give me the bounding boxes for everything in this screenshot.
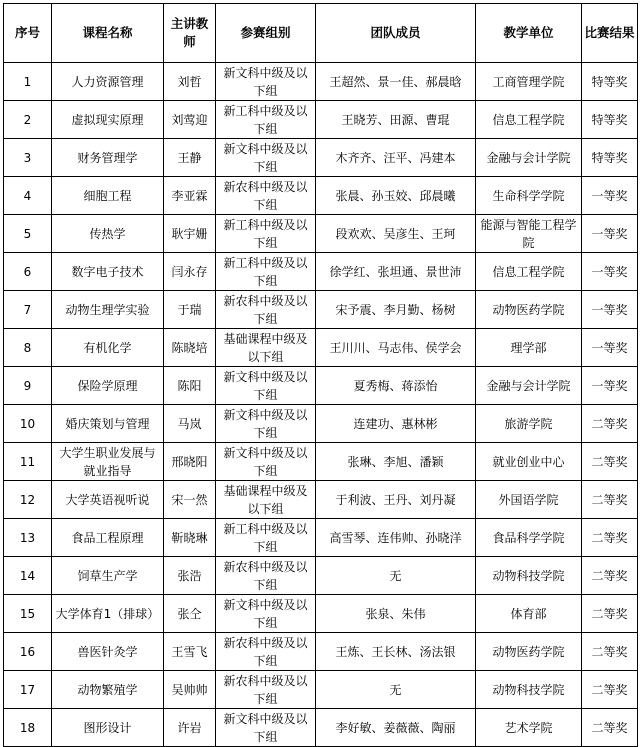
cell-result-text: 二等奖 [591,682,628,697]
cell-no-text: 14 [19,568,36,583]
cell-course [52,671,164,709]
header-result: 比赛结果 [582,4,638,63]
cell-result-text: 一等奖 [591,264,628,279]
cell-teacher-text: 马岚 [177,416,202,431]
cell-members-text: 宋予震、李月勤、杨树 [335,302,456,317]
table-row [4,443,638,481]
cell-result [582,367,638,405]
table-row [4,291,638,329]
cell-result [582,633,638,671]
cell-course [52,63,164,101]
cell-teacher [164,481,216,519]
cell-group [216,177,316,215]
cell-members [316,481,476,519]
cell-no [4,443,52,481]
cell-no [4,139,52,177]
cell-unit [476,443,582,481]
cell-no [4,633,52,671]
cell-unit-text: 体育部 [510,606,547,621]
cell-teacher [164,367,216,405]
table-row [4,101,638,139]
cell-group-text: 新农科中级及以下组 [223,635,308,668]
cell-unit-text: 信息工程学院 [492,264,565,279]
cell-group-text: 新文科中级及以下组 [223,407,308,440]
cell-course-text: 人力资源管理 [71,74,144,89]
cell-result-text: 二等奖 [591,568,628,583]
cell-unit [476,291,582,329]
cell-course [52,291,164,329]
cell-no-text: 16 [19,644,36,659]
cell-result-text: 二等奖 [591,492,628,507]
cell-group [216,101,316,139]
cell-unit-text: 理学部 [510,340,547,355]
cell-course-text: 图形设计 [83,720,132,735]
cell-no [4,177,52,215]
header-row [4,4,638,63]
cell-group [216,215,316,253]
cell-teacher-text: 吴帅帅 [171,682,208,697]
cell-members [316,595,476,633]
cell-group-text: 新工科中级及以下组 [223,103,308,136]
cell-course-text: 保险学原理 [77,378,138,393]
cell-unit-text: 食品科学学院 [492,530,565,545]
cell-course [52,481,164,519]
cell-result [582,329,638,367]
cell-members-text: 连建功、惠林彬 [353,416,438,431]
cell-members [316,443,476,481]
cell-teacher [164,215,216,253]
cell-no-text: 5 [23,226,32,241]
table-body [4,63,638,747]
header-group: 参赛组别 [216,4,316,63]
cell-result [582,405,638,443]
cell-no [4,253,52,291]
cell-group-text: 基础课程中级及以下组 [223,483,308,516]
cell-no-text: 6 [23,264,32,279]
cell-group-text: 新文科中级及以下组 [223,369,308,402]
cell-result-text: 一等奖 [591,378,628,393]
cell-unit [476,101,582,139]
cell-teacher [164,519,216,557]
cell-unit-text: 就业创业中心 [492,454,565,469]
table-row [4,215,638,253]
cell-unit [476,177,582,215]
cell-members-text: 王川川、马志伟、侯学会 [329,340,462,355]
cell-teacher [164,405,216,443]
cell-result [582,215,638,253]
cell-no-text: 11 [19,454,36,469]
cell-course-text: 大学英语视听说 [65,492,150,507]
cell-no [4,671,52,709]
cell-teacher [164,291,216,329]
cell-no [4,595,52,633]
table-row [4,595,638,633]
cell-no [4,481,52,519]
cell-result [582,291,638,329]
cell-no [4,63,52,101]
cell-group-text: 新农科中级及以下组 [223,179,308,212]
cell-course [52,633,164,671]
cell-no [4,709,52,747]
cell-course-text: 大学体育1（排球） [55,606,160,621]
cell-unit-text: 生命科学学院 [492,188,565,203]
cell-course-text: 动物繁殖学 [77,682,138,697]
award-table [3,3,638,747]
cell-result-text: 二等奖 [591,530,628,545]
cell-members-text: 张泉、朱伟 [365,606,426,621]
cell-no-text: 7 [23,302,32,317]
cell-course [52,139,164,177]
cell-no [4,329,52,367]
cell-members [316,63,476,101]
cell-group-text: 新农科中级及以下组 [223,293,308,326]
cell-course-text: 饲草生产学 [77,568,138,583]
cell-unit-text: 旅游学院 [504,416,553,431]
cell-group [216,139,316,177]
cell-teacher-text: 闫永存 [171,264,208,279]
cell-unit [476,329,582,367]
cell-course [52,557,164,595]
cell-group [216,633,316,671]
cell-result-text: 二等奖 [591,454,628,469]
cell-group [216,443,316,481]
cell-teacher [164,101,216,139]
cell-teacher [164,329,216,367]
cell-members-text: 李好敏、姜薇薇、陶丽 [335,720,456,735]
cell-result-text: 一等奖 [591,302,628,317]
cell-members-text: 无 [389,682,402,697]
cell-unit [476,367,582,405]
cell-unit [476,709,582,747]
cell-unit [476,671,582,709]
cell-no-text: 13 [19,530,36,545]
cell-result-text: 一等奖 [591,188,628,203]
cell-no-text: 10 [19,416,36,431]
cell-course-text: 动物生理学实验 [65,302,150,317]
cell-members [316,633,476,671]
cell-no [4,215,52,253]
cell-members [316,557,476,595]
cell-unit-text: 能源与智能工程学院 [480,217,577,250]
cell-members [316,367,476,405]
cell-course [52,253,164,291]
cell-result [582,595,638,633]
table-row [4,557,638,595]
cell-group-text: 新农科中级及以下组 [223,559,308,592]
cell-result-text: 特等奖 [591,74,628,89]
cell-result [582,139,638,177]
cell-members [316,519,476,557]
table-row [4,139,638,177]
cell-group [216,329,316,367]
cell-unit-text: 艺术学院 [504,720,553,735]
cell-result [582,557,638,595]
cell-members [316,177,476,215]
cell-teacher-text: 许岩 [177,720,202,735]
cell-unit-text: 动物科技学院 [492,568,565,583]
cell-group [216,557,316,595]
table-row [4,481,638,519]
cell-members-text: 木齐齐、汪平、冯建本 [335,150,456,165]
cell-group [216,519,316,557]
table-row [4,709,638,747]
cell-no-text: 8 [23,340,32,355]
cell-unit-text: 外国语学院 [498,492,559,507]
cell-result-text: 一等奖 [591,340,628,355]
cell-teacher-text: 刘莺迎 [171,112,208,127]
cell-members [316,329,476,367]
cell-teacher [164,709,216,747]
cell-course-text: 传热学 [89,226,126,241]
cell-teacher-text: 李亚霖 [171,188,208,203]
cell-group-text: 新农科中级及以下组 [223,673,308,706]
cell-teacher-text: 陈晓培 [171,340,208,355]
cell-course-text: 细胞工程 [83,188,132,203]
cell-unit [476,557,582,595]
cell-members-text: 王炼、王长林、汤法银 [335,644,456,659]
cell-result [582,443,638,481]
cell-result-text: 特等奖 [591,150,628,165]
cell-teacher [164,63,216,101]
cell-course [52,519,164,557]
cell-no-text: 1 [23,74,32,89]
cell-course [52,101,164,139]
cell-result [582,481,638,519]
cell-result [582,519,638,557]
cell-result-text: 二等奖 [591,644,628,659]
cell-teacher-text: 刘哲 [177,74,202,89]
cell-teacher [164,177,216,215]
cell-members-text: 徐学红、张坦通、景世沛 [329,264,462,279]
cell-teacher [164,253,216,291]
table-row [4,671,638,709]
cell-teacher-text: 王雪飞 [171,644,208,659]
cell-no-text: 4 [23,188,32,203]
cell-group-text: 新工科中级及以下组 [223,521,308,554]
cell-course [52,329,164,367]
cell-course [52,443,164,481]
table-row [4,63,638,101]
cell-group [216,63,316,101]
cell-unit-text: 金融与会计学院 [486,150,571,165]
cell-group-text: 基础课程中级及以下组 [223,331,308,364]
cell-no-text: 12 [19,492,36,507]
table-row [4,177,638,215]
cell-members [316,709,476,747]
cell-teacher-text: 张浩 [177,568,202,583]
cell-unit-text: 工商管理学院 [492,74,565,89]
cell-teacher-text: 于瑞 [177,302,202,317]
cell-result [582,671,638,709]
cell-result [582,709,638,747]
cell-group-text: 新文科中级及以下组 [223,141,308,174]
cell-no-text: 18 [19,720,36,735]
cell-members [316,139,476,177]
cell-no [4,519,52,557]
cell-unit [476,595,582,633]
cell-course-text: 食品工程原理 [71,530,144,545]
table-row [4,367,638,405]
header-teacher: 主讲教师 [164,4,216,63]
cell-course-text: 数字电子技术 [71,264,144,279]
cell-group [216,405,316,443]
cell-group [216,291,316,329]
cell-no [4,405,52,443]
cell-result-text: 二等奖 [591,606,628,621]
cell-members-text: 王超然、景一佳、郝晨晗 [329,74,462,89]
cell-members [316,671,476,709]
cell-result [582,177,638,215]
cell-teacher [164,595,216,633]
cell-unit-text: 金融与会计学院 [486,378,571,393]
cell-group-text: 新工科中级及以下组 [223,217,308,250]
cell-course-text: 有机化学 [83,340,132,355]
cell-members-text: 高雪琴、连伟帅、孙晓洋 [329,530,462,545]
cell-unit [476,215,582,253]
cell-unit [476,519,582,557]
cell-result [582,253,638,291]
cell-members [316,215,476,253]
cell-course [52,177,164,215]
cell-unit [476,633,582,671]
cell-unit [476,481,582,519]
cell-course [52,595,164,633]
header-unit: 教学单位 [476,4,582,63]
table-row [4,633,638,671]
header-members: 团队成员 [316,4,476,63]
cell-members-text: 王晓芳、田源、曹琨 [341,112,450,127]
cell-no-text: 9 [23,378,32,393]
cell-result-text: 特等奖 [591,112,628,127]
cell-no [4,291,52,329]
cell-teacher-text: 耿宇姗 [171,226,208,241]
cell-unit [476,253,582,291]
cell-unit [476,139,582,177]
cell-course [52,215,164,253]
cell-no-text: 15 [19,606,36,621]
cell-unit-text: 动物医药学院 [492,302,565,317]
cell-teacher [164,671,216,709]
table-row [4,253,638,291]
table-row [4,519,638,557]
cell-teacher-text: 陈阳 [177,378,202,393]
cell-result-text: 二等奖 [591,416,628,431]
cell-group [216,671,316,709]
table-row [4,405,638,443]
cell-group-text: 新工科中级及以下组 [223,255,308,288]
cell-unit-text: 动物医药学院 [492,644,565,659]
cell-result [582,101,638,139]
cell-course-text: 兽医针灸学 [77,644,138,659]
cell-teacher [164,443,216,481]
cell-no-text: 17 [19,682,36,697]
cell-group-text: 新文科中级及以下组 [223,597,308,630]
cell-members [316,101,476,139]
cell-result [582,63,638,101]
cell-result-text: 二等奖 [591,720,628,735]
cell-members [316,291,476,329]
cell-no [4,367,52,405]
cell-teacher [164,557,216,595]
cell-teacher-text: 靳晓琳 [171,530,208,545]
cell-group-text: 新文科中级及以下组 [223,65,308,98]
cell-members-text: 夏秀梅、蒋添怡 [353,378,438,393]
cell-teacher-text: 王静 [177,150,202,165]
cell-group [216,595,316,633]
cell-group [216,481,316,519]
cell-group-text: 新文科中级及以下组 [223,711,308,744]
cell-course-text: 虚拟现实原理 [71,112,144,127]
cell-course-text: 财务管理学 [77,150,138,165]
cell-teacher-text: 宋一然 [171,492,208,507]
cell-course [52,709,164,747]
header-course: 课程名称 [52,4,164,63]
cell-members-text: 张晨、孙玉姣、邱晨曦 [335,188,456,203]
cell-course [52,367,164,405]
cell-unit [476,405,582,443]
cell-unit-text: 信息工程学院 [492,112,565,127]
cell-group [216,709,316,747]
cell-result-text: 一等奖 [591,226,628,241]
cell-course-text: 婚庆策划与管理 [65,416,150,431]
cell-course [52,405,164,443]
cell-teacher [164,633,216,671]
cell-group [216,367,316,405]
cell-teacher [164,139,216,177]
cell-unit [476,63,582,101]
cell-members-text: 于利波、王丹、刘丹凝 [335,492,456,507]
cell-no-text: 3 [23,150,32,165]
cell-members-text: 张琳、李旭、潘颖 [347,454,444,469]
cell-no [4,557,52,595]
cell-teacher-text: 张仝 [177,606,202,621]
cell-course-text: 大学生职业发展与就业指导 [59,445,156,478]
cell-group [216,253,316,291]
header-no: 序号 [4,4,52,63]
cell-no [4,101,52,139]
cell-members [316,253,476,291]
cell-members-text: 无 [389,568,402,583]
cell-teacher-text: 邢晓阳 [171,454,208,469]
table-row [4,329,638,367]
cell-no-text: 2 [23,112,32,127]
cell-members [316,405,476,443]
cell-unit-text: 动物科技学院 [492,682,565,697]
cell-members-text: 段欢欢、吴彦生、王珂 [335,226,456,241]
cell-group-text: 新文科中级及以下组 [223,445,308,478]
